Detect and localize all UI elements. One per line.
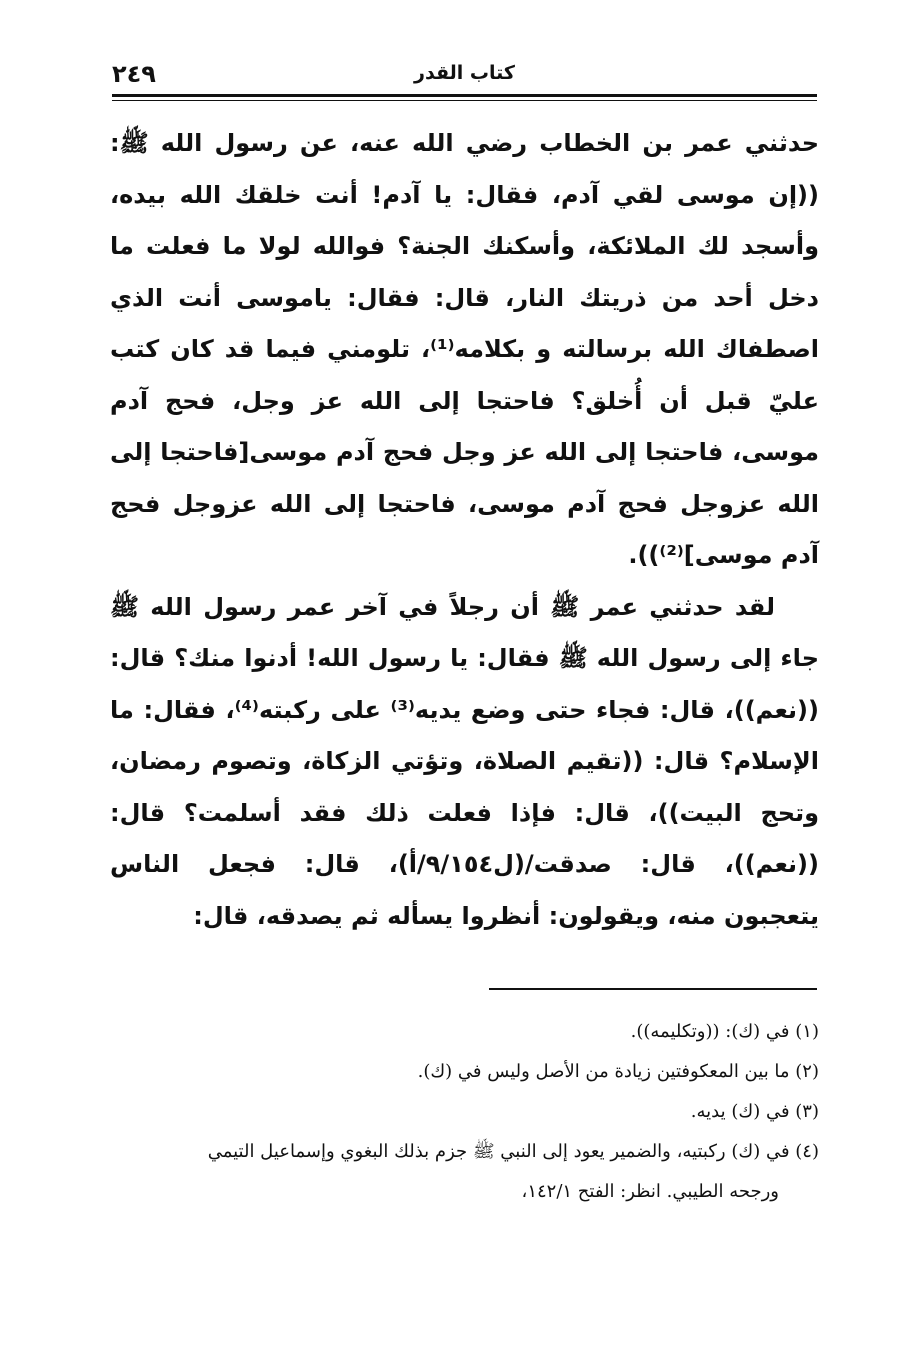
- running-title: كتاب القدر: [414, 62, 515, 84]
- footnotes: [108, 1012, 819, 1212]
- footnote-4-continuation: ورجحه الطيبي. انظر: الفتح ١٤٢/١،: [521, 1181, 779, 1202]
- footnote-separator: [489, 988, 817, 990]
- footnote-3: (٣) في (ك) يديه.: [690, 1101, 819, 1122]
- header-rule: [112, 94, 817, 97]
- header-rule-thin: [112, 100, 817, 101]
- page-header: [112, 56, 817, 92]
- paragraph-1: حدثني عمر بن الخطاب رضي الله عنه، عن رسول الله ﷺ: ((إن موسى لقي آدم، فقال: يا آدم! أنت خلقك الله بيده، وأسجد لك الملائكة، وأسكنك الجنة؟ فوالله لولا ما فعلت ما دخل أحد من ذريتك النار، قال: فقال: ياموسى أنت الذي اصطفاك الله برسالته و بكلامه⁽¹⁾، تلومني فيما قد كان كتب عليّ قبل أن أُخلق؟ فاحتجا إلى الله عز وجل، فحج آدم موسى، فاحتجا إلى الله عز وجل فحج آدم موسى[فاحتجا إلى الله عزوجل فحج آدم موسى، فاحتجا إلى الله عزوجل فحج آدم موسى]⁽²⁾)).: [110, 129, 819, 569]
- main-text: [110, 118, 819, 942]
- footnote-2: (٢) ما بين المعكوفتين زيادة من الأصل وليس في (ك).: [417, 1061, 819, 1082]
- paragraph-2: لقد حدثني عمر ﷺ أن رجلاً في آخر عمر رسول الله ﷺ جاء إلى رسول الله ﷺ فقال: يا رسول الله! أدنوا منك؟ قال: ((نعم))، قال: فجاء حتى وضع يديه⁽³⁾ على ركبته⁽⁴⁾، فقال: ما الإسلام؟ قال: ((تقيم الصلاة، وتؤتي الزكاة، وتصوم رمضان، وتحج البيت))، قال: فإذا فعلت ذلك فقد أسلمت؟ قال: ((نعم))، قال: صدقت/(ل٩/١٥٤/أ)، قال: فجعل الناس يتعجبون منه، ويقولون: أنظروا يسأله ثم يصدقه، قال:: [110, 592, 819, 930]
- page-number: ٢٤٩: [112, 60, 156, 88]
- footnote-1: (١) في (ك): ((وتكليمه)).: [630, 1021, 819, 1042]
- footnote-4: (٤) في (ك) ركبتيه، والضمير يعود إلى النبي ﷺ جزم بذلك البغوي وإسماعيل التيمي: [207, 1141, 819, 1162]
